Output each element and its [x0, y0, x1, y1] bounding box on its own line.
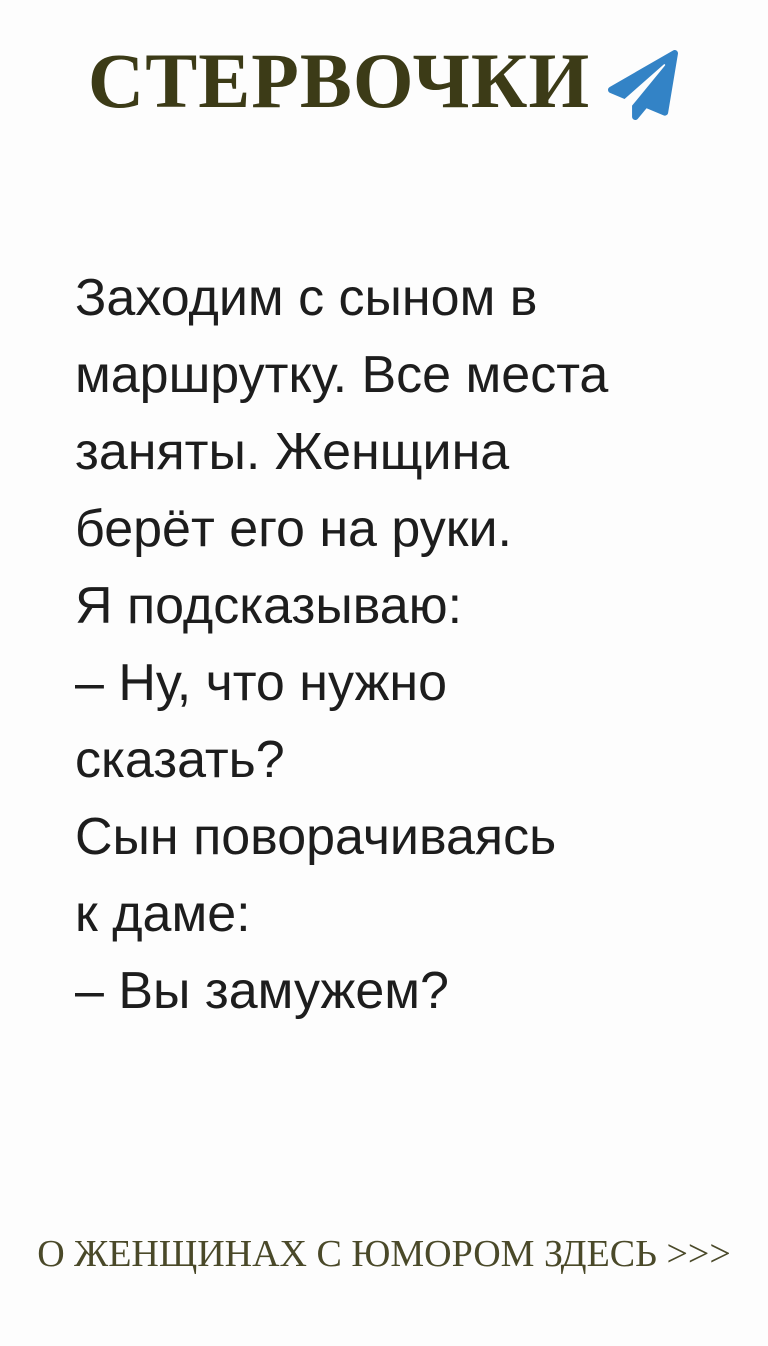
telegram-paper-plane-icon[interactable] — [606, 50, 680, 120]
joke-line: – Ну, что нужно — [75, 654, 448, 712]
joke-line: Заходим с сыном в — [75, 269, 538, 327]
joke-line: к даме: — [75, 885, 251, 943]
channel-header — [0, 37, 768, 124]
joke-line: берёт его на руки. — [75, 500, 512, 558]
footer — [0, 1230, 768, 1279]
joke-line: маршрутку. Все места — [75, 346, 609, 404]
joke-line: – Вы замужем? — [75, 962, 449, 1020]
joke-text-block — [75, 260, 715, 1030]
joke-line: заняты. Женщина — [75, 423, 510, 481]
joke-line: сказать? — [75, 731, 285, 789]
joke-line: Сын поворачиваясь — [75, 808, 557, 866]
channel-title: СТЕРВОЧКИ — [87, 37, 591, 124]
joke-line: Я подсказываю: — [75, 577, 463, 635]
footer-cta-link[interactable]: О ЖЕНЩИНАХ С ЮМОРОМ ЗДЕСЬ >>> — [37, 1233, 731, 1275]
